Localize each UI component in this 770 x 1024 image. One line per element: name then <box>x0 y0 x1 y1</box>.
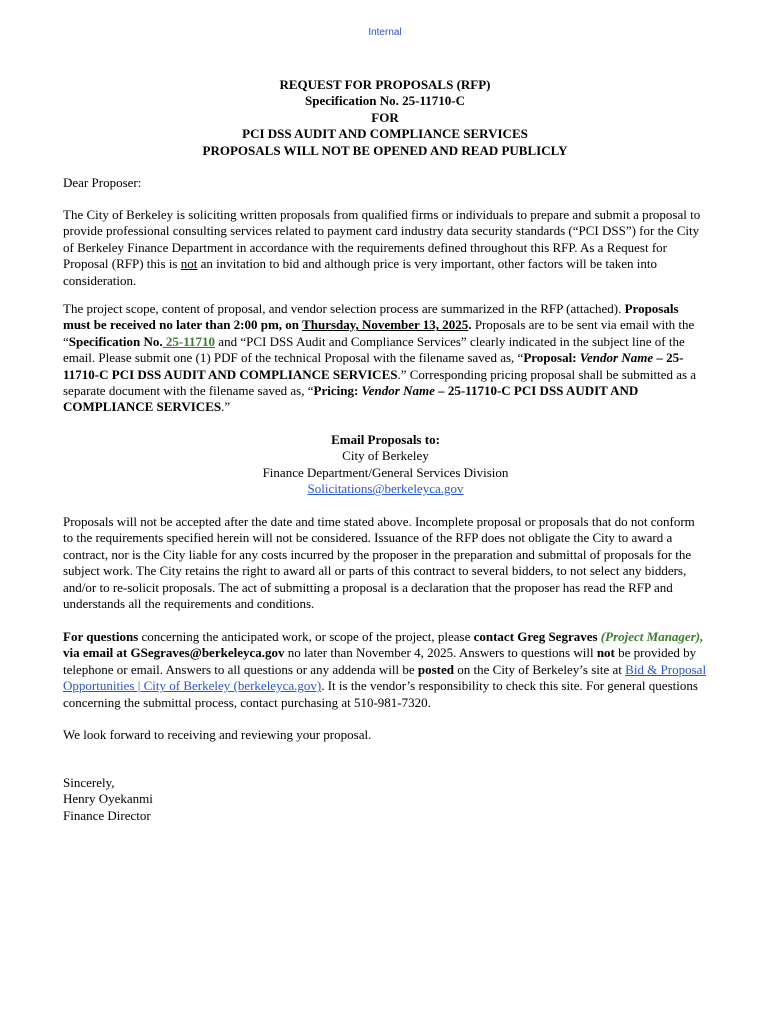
document-title <box>0 77 770 159</box>
email-city: City of Berkeley <box>342 448 429 464</box>
proposal-vendor-name: Vendor Name <box>579 350 654 366</box>
intro-not: not <box>180 256 198 272</box>
closing-line <box>63 727 708 743</box>
bid-opportunities-link[interactable]: Bid & Proposal Opportunities | City of Berkeley (berkeleyca.gov) <box>63 661 707 694</box>
title-line-5: PROPOSALS WILL NOT BE OPENED AND READ PUBLICLY <box>202 142 568 158</box>
scope-text-5: .” <box>221 399 231 415</box>
questions-not: not <box>596 645 615 661</box>
salutation-text: Dear Proposer: <box>63 175 142 190</box>
scope-text-4: .” Corresponding pricing proposal shall be submitted as a separate document with the filename saved as, “ <box>63 366 697 399</box>
scope-text-3: and “PCI DSS Audit and Compliance Services” clearly indicated in the subject line of the email. Please submit one (1) PDF of the technical Proposal with the filename saved as, “ <box>63 333 685 366</box>
questions-text-4: on the City of Berkeley’s site at <box>454 661 626 677</box>
project-manager-label: (Project Manager), <box>600 629 704 644</box>
contact-name: contact Greg Segraves <box>473 629 601 644</box>
email-department: Finance Department/General Services Division <box>262 464 509 480</box>
scope-paragraph <box>63 301 708 416</box>
deadline-date: Thursday, November 13, 2025 <box>302 317 469 333</box>
email-proposals-block <box>63 432 708 498</box>
questions-paragraph <box>63 629 708 711</box>
for-questions-label: For questions <box>63 629 139 644</box>
questions-text-5: . It is the vendor’s responsibility to check this site. For general questions concerning the submittal process, contact purchasing at 510-981-7320. <box>63 678 698 710</box>
signoff-sincerely: Sincerely, <box>63 775 115 790</box>
title-line-3: FOR <box>371 109 399 125</box>
acceptance-text: Proposals will not be accepted after the date and time stated above. Incomplete proposal or proposals that do not conform to the requirements specified herein will not be considered. Issuance of the RFP does not obligate the City to award a contract, nor is the City liable for any costs incurred by the proposer in the preparation and submittal of proposals for the subject work. The City retains the right to award all or parts of this contract to several bidders, to not select any bidders, and/or to re-solicit proposals. The act of submitting a proposal is a declaration that the proposer has read the RFP and understands all the requirements and conditions. <box>63 514 695 612</box>
scope-text-1: The project scope, content of proposal, and vendor selection process are summarized in the RFP (attached). <box>63 301 625 316</box>
deadline-text: Proposals must be received no later than 2:00 pm, on <box>63 301 679 333</box>
scope-text-2: Proposals are to be sent via email with the “ <box>63 317 695 349</box>
contact-email: via email at GSegraves@berkeleyca.gov <box>63 645 285 661</box>
spec-number: 25-11710 <box>162 333 216 349</box>
title-line-2: Specification No. 25-11710-C <box>305 93 465 109</box>
email-heading: Email Proposals to: <box>331 432 440 447</box>
title-line-4: PCI DSS AUDIT AND COMPLIANCE SERVICES <box>242 126 528 142</box>
spec-label: Specification No. <box>68 333 163 349</box>
classification-label: Internal <box>368 27 402 38</box>
pricing-filename-rest: 25-11710-C PCI DSS AUDIT AND COMPLIANCE SERVICES <box>63 383 639 415</box>
title-line-1: REQUEST FOR PROPOSALS (RFP) <box>279 77 491 92</box>
intro-paragraph <box>63 207 708 289</box>
questions-text-3: be provided by telephone or email. Answers to all questions or any addenda will be <box>63 645 697 677</box>
questions-text-1: concerning the anticipated work, or scope of the project, please <box>138 629 474 644</box>
closing-line-text: We look forward to receiving and reviewing your proposal. <box>63 727 372 742</box>
deadline-dot: . <box>468 317 472 333</box>
pricing-vendor-name: Vendor Name – <box>361 383 445 399</box>
signoff-name: Henry Oyekanmi <box>63 791 153 807</box>
questions-posted: posted <box>417 661 455 677</box>
intro-text-2: an invitation to bid and although price is very important, other factors will be taken into consideration. <box>63 256 657 288</box>
pricing-label: Pricing: <box>313 383 362 399</box>
signoff-role: Finance Director <box>63 807 151 823</box>
questions-text-2: no later than November 4, 2025. Answers to questions will <box>284 645 597 661</box>
intro-text-1: The City of Berkeley is soliciting written proposals from qualified firms or individuals to prepare and submit a proposal to provide professional consulting services related to payment card industry data security standards (“PCI DSS”) for the City of Berkeley Finance Department in accordance with the requirements defined throughout this RFP. As a Request for Proposal (RFP) this is <box>63 207 701 272</box>
salutation <box>63 175 708 191</box>
acceptance-paragraph <box>63 514 708 612</box>
signoff-block <box>63 775 708 824</box>
proposal-filename-rest: – 25-11710-C PCI DSS AUDIT AND COMPLIANCE SERVICES <box>63 350 684 382</box>
proposal-label: Proposal: <box>523 350 580 366</box>
solicitations-email-link[interactable]: Solicitations@berkeleyca.gov <box>307 481 464 497</box>
